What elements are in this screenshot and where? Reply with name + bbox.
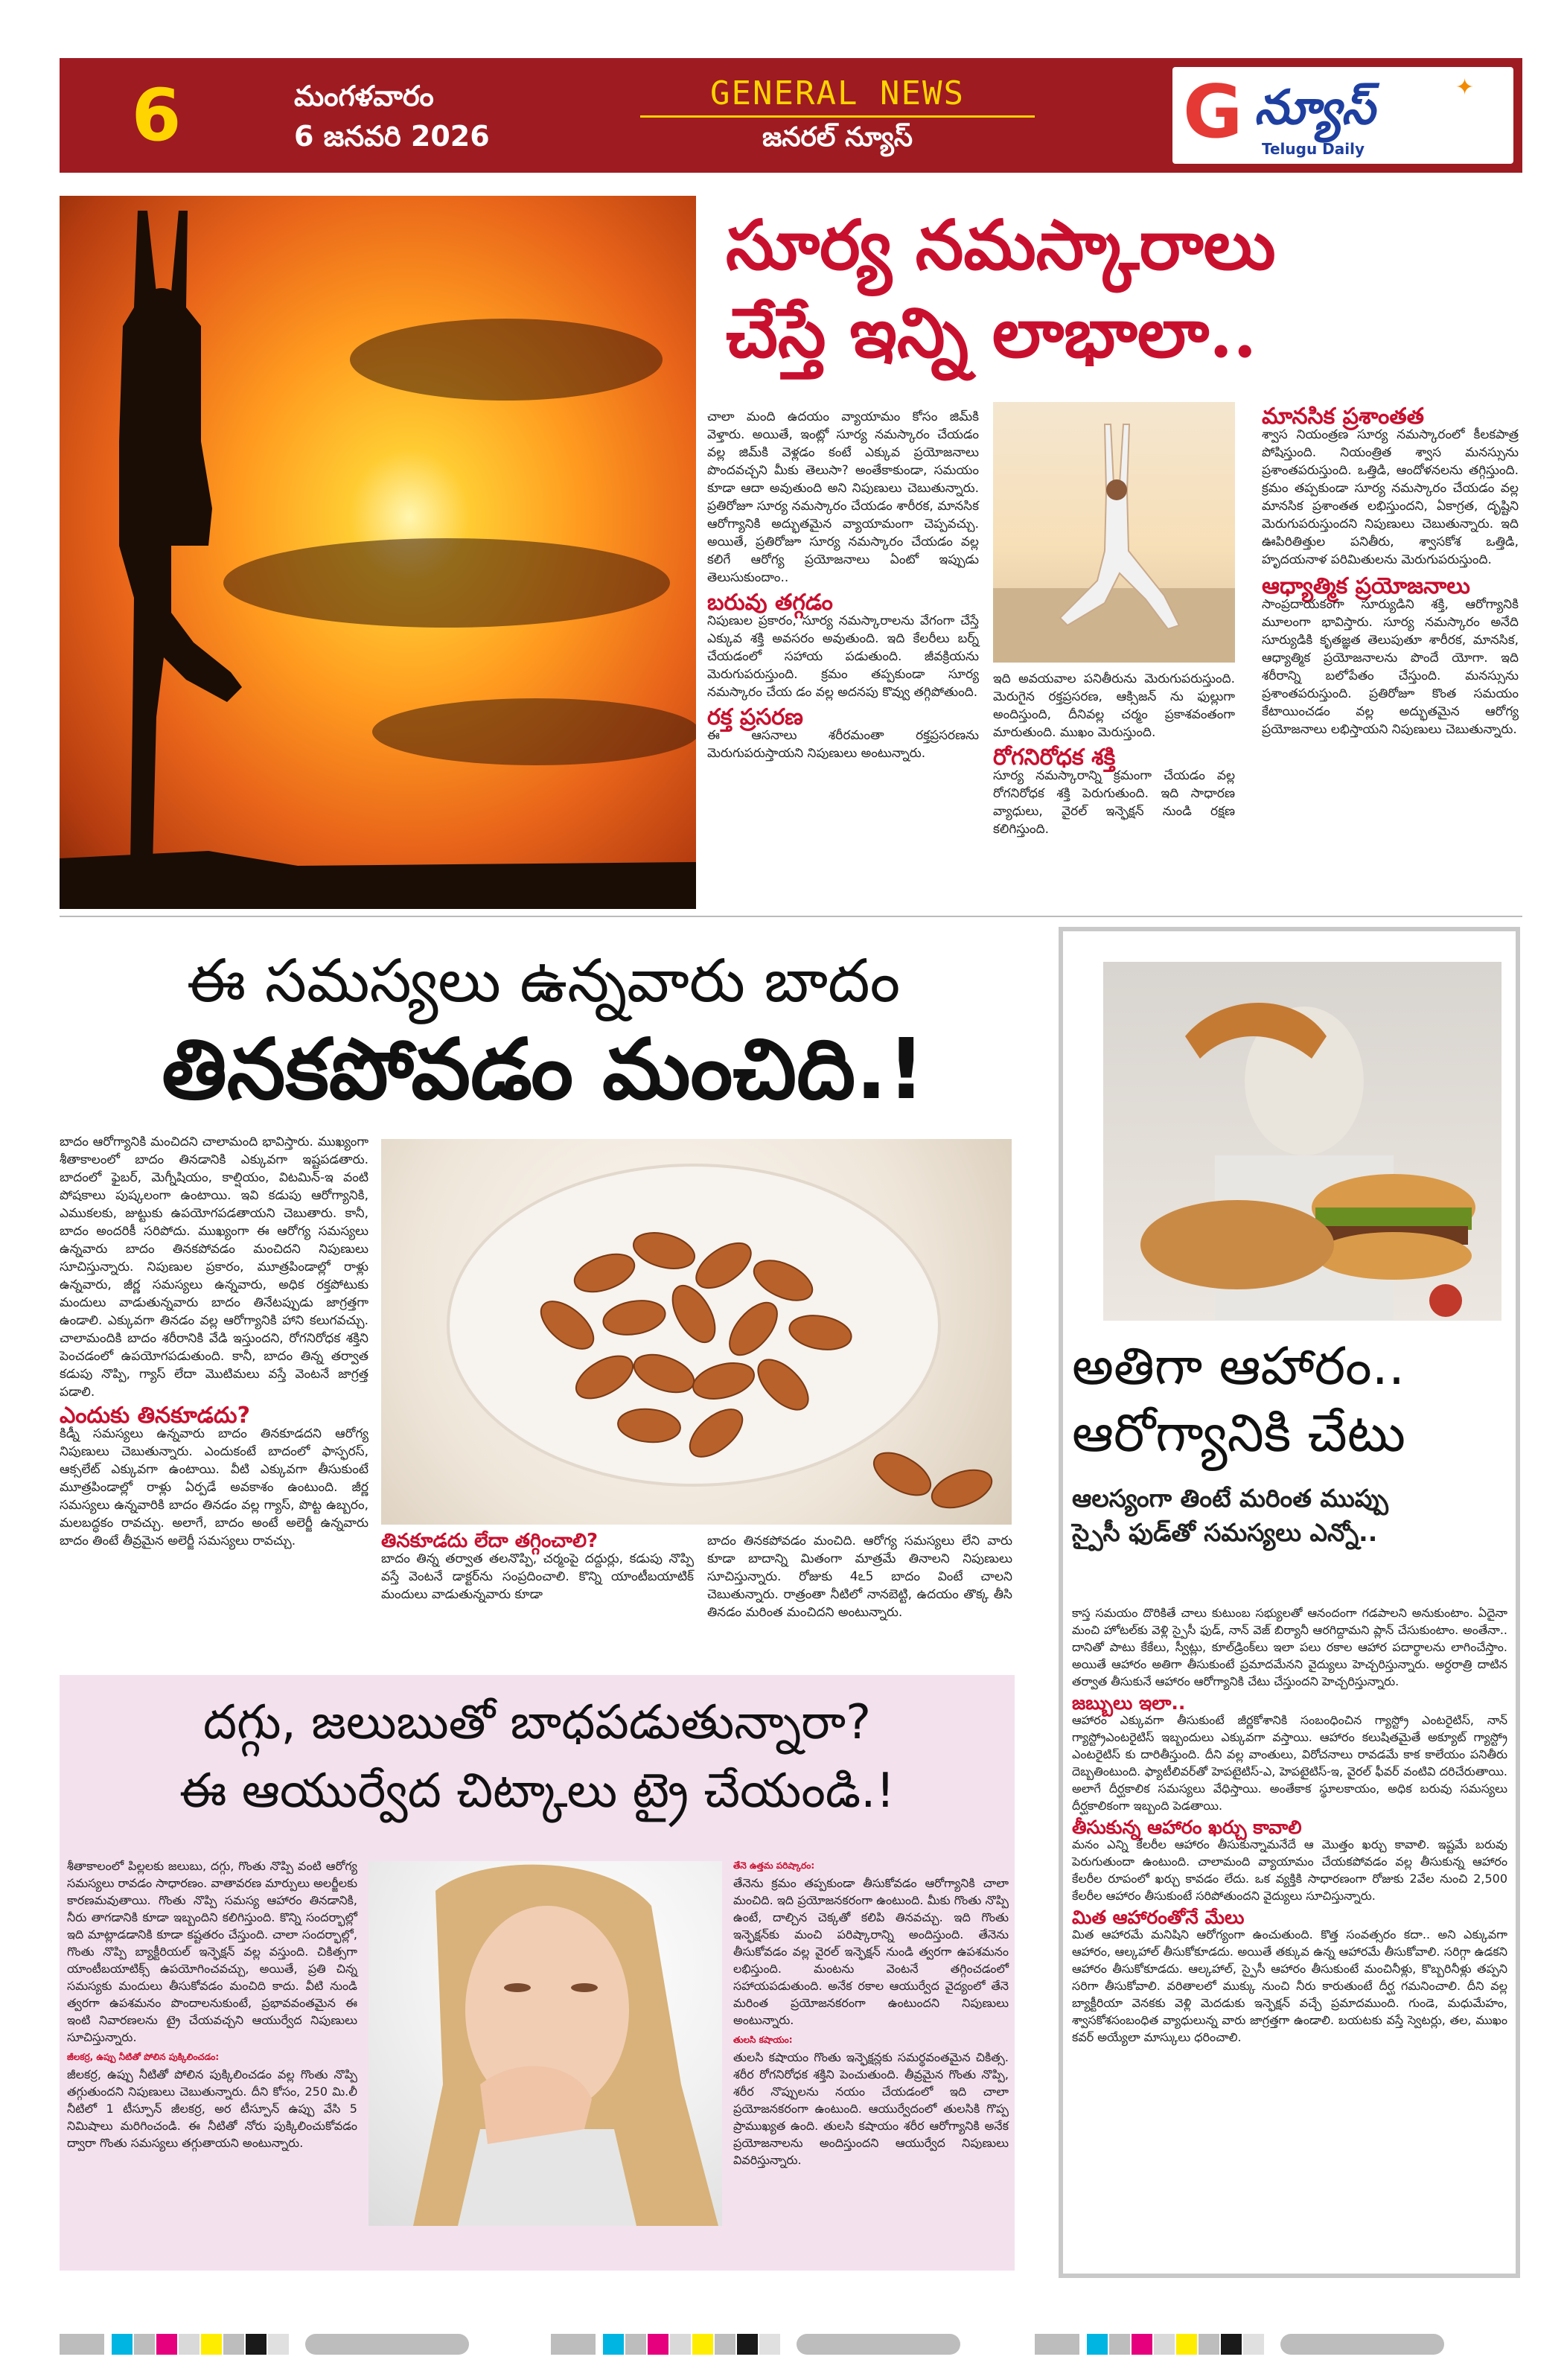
masthead-day: మంగళవారం [294, 80, 434, 112]
coughing-woman-icon [368, 1861, 722, 2226]
burger-icon [1103, 962, 1501, 1321]
article4-sub-cumin: జీలకర్ర, ఉప్పు నీటితో పోలిన పుక్కిలించడం: [67, 2052, 220, 2062]
masthead-date: 6 జనవరి 2026 [294, 120, 490, 153]
article1-headline-line1: సూర్య నమస్కారాలు [726, 205, 1276, 285]
article1-sub-circulation: రక్త ప్రసరణ [707, 704, 803, 730]
almonds-icon [381, 1139, 1012, 1525]
masthead [60, 58, 1522, 173]
section-title [640, 74, 1035, 159]
article1-text-circulation: ఈ ఆసనాలు శరీరమంతా రక్తప్రసరణను మెరుగుపరుస్తాయని నిపుణులు అంటున్నారు. [707, 728, 979, 761]
almonds-bowl-photo [381, 1139, 1012, 1525]
article2-col1 [60, 1133, 368, 1550]
masthead-date-block [294, 76, 490, 156]
article3-sub-calories: తీసుకున్న ఆహారం ఖర్చు కావాలి [1072, 1816, 1302, 1838]
article3-headline-line1: అతిగా ఆహారం.. [1072, 1336, 1405, 1397]
fast-food-photo [1103, 962, 1501, 1321]
registration-bars-icon [60, 2334, 1522, 2355]
section-title-te: జనరల్ న్యూస్ [762, 122, 913, 153]
article2-text-intro: బాదం ఆరోగ్యానికి మంచిదని చాలామంది భావిస్తారు. ముఖ్యంగా శీతాకాలంలో బాదం తినడానికి ఎక్కువగా ఇష్టపడతారు. బాదంలో ఫైబర్, మెగ్నీషియం, కాల్షియం, విటమిన్-ఇ వంటి పోషకాలు పుష్కలంగా ఉంటాయి. ఇవి కడుపు ఆరోగ్యానికి, ఎముకలకు, జుట్టుకు ఉపయోగపడతాయని చెబుతారు. కానీ, బాదం అందరికీ సరిపోదు. ముఖ్యంగా ఈ ఆరోగ్య సమస్యలు ఉన్నవారు బాదం తినకపోవడం మంచిదని నిపుణులు సూచిస్తున్నారు. నిపుణుల ప్రకారం, మూత్రపిండాల్లో రాళ్లు ఉన్నవారు, జీర్ణ సమస్యలు ఉన్నవారు, అధిక రక్తపోటుకు మందులు వాడుతున్నవారు బాదం తినేటప్పుడు జాగ్రత్తగా ఉండాలి. ఎక్కువగా తినడం వల్ల ఆరోగ్యానికి హాని కలుగవచ్చు. చాలామందికి బాదం శరీరానికి వేడి ఇస్తుందని, రోగనిరోధక శక్తిని పెంచడంలో ఉపయోగపడుతుంది. కానీ, బాదం తిన్న తర్వాత కడుపు నొప్పి, గ్యాస్ లేదా మొటిమలు వస్తే వెంటనే జాగ్రత్త పడాలి. [60, 1135, 368, 1400]
article4-col2 [733, 1857, 1009, 2169]
article1-col2 [993, 670, 1235, 838]
article3-text-diseases: ఆహారం ఎక్కువగా తీసుకుంటే జీర్ణకోశానికి సంబంధించిన గ్యాస్ట్రో ఎంటరైటిస్, నాన్ గ్యాస్ట్రోఎంటరైటిస్ ఇబ్బందులు ఎక్కువగా వస్తాయి. ఆహారం కలుషితమైతే అక్యూట్ గ్యాస్ట్రో ఎంటరైటిస్ కు దారితీస్తుంది. దీని వల్ల వాంతులు, విరోచనాలు రావడమే కాక కాలేయం పనితీరు దెబ్బతింటుంది. ఫ్యాటీలివర్‌తో హెపటైటిస్-ఎ, హెపటైటిస్-ఇ, వైరల్ ఫీవర్ వంటివి దరిచేరుతాయి. అలాగే దీర్ఘకాలిక సమస్యలు వేధిస్తాయి. అంతేకాక స్థూలకాయం, అధిక బరువు సమస్యలు దీర్ఘకాలికంగా ఇబ్బంది పెడతాయి. [1072, 1713, 1507, 1813]
article2-col3 [707, 1532, 1012, 1621]
article1-headline [726, 201, 1515, 377]
logo-text: న్యూస్ [1254, 80, 1375, 135]
article2-text-avoid: బాదం తిన్న తర్వాత తలనొప్పి, చర్మంపై దద్దుర్లు, కడుపు నొప్పి వస్తే వెంటనే డాక్టర్‌ను సంప్రదించాలి. కొన్ని యాంటీబయాటిక్ మందులు వాడుతున్నవారు కూడా [381, 1551, 694, 1602]
article3-sub-moderation: మిత ఆహారంతోనే మేలు [1072, 1907, 1245, 1928]
article1-headline-line2: చేస్తే ఇన్ని లాభాలా.. [726, 293, 1257, 373]
article1-col3 [1262, 403, 1519, 738]
article4-sub-honey: తేనె ఉత్తమ పరిష్కారం: [733, 1860, 815, 1871]
article4-col1 [67, 1857, 357, 2151]
article2-sub-why: ఎందుకు తినకూడదు? [60, 1403, 250, 1429]
article4-text-honey: తేనెను క్రమం తప్పకుండా తీసుకోవడం ఆరోగ్యానికి చాలా మంచిది. ఇది ప్రయోజనకరంగా ఉంటుంది. మీకు గొంతు నొప్పి ఉంటే, దాల్చిన చెక్కతో కలిపి తినవచ్చు. ఇది గొంతు ఇన్ఫెక్షన్‌కు మంచి పరిష్కారాన్ని అందిస్తుంది. తేనెను తీసుకోవడం వల్ల వైరల్ ఇన్ఫెక్షన్ నుండి త్వరగా ఉపశమనం లభిస్తుంది. మంటను వెంటనే తగ్గించడంలో సహాయపడుతుంది. అనేక రకాల ఆయుర్వేద వైద్యంలో తేనె మరింత ప్రయోజనకరంగా ఉంటుందని నిపుణులు అంటున్నారు. [733, 1876, 1009, 2027]
article2-headline-line2: తినకపోవడం మంచిది.! [162, 1021, 925, 1118]
logo-star-icon: ✦ [1455, 74, 1475, 101]
article3-text-moderation: మిత ఆహారమే మనిషిని ఆరోగ్యంగా ఉంచుతుంది. కొత్త సంవత్సరం కదా.. అని ఎక్కువగా ఆహారం, ఆల్కహాల్ తీసుకోకూడదు. అయితే తక్కువ ఉన్న ఆహారమే తీసుకోవాలి. సరిగ్గా ఉడకని ఆహారం తీసుకోకూడదు. ఆల్కహాల్, స్పైసీ ఆహారం తీసుకుంటే మంచినీళ్లు, కొబ్బరినీళ్లు తప్పని సరిగా తీసుకోవాలి. వరితాలలో ముక్కు నుంచి నీరు కారుతుంటే దీర్ఘ గమనించాలి. దీని వల్ల బ్యాక్టీరియా వెనకకు వెళ్లి మెదడుకు ఇన్ఫెక్షన్ వచ్చే ప్రమాదముంది. గుండె, మధుమేహం, శ్వాసకోశసంబంధిత వ్యాధులున్న వారు జాగ్రత్తగా ఉండాలి. బయటకు వస్తే స్వెటర్లు, తల, ముఖం కవర్ అయ్యేలా మాస్కులు ధరించాలి. [1072, 1927, 1507, 2044]
article1-sub-immunity: రోగనిరోధక శక్తి [993, 744, 1116, 771]
yoga-silhouette-icon [60, 196, 696, 909]
article3-headline [1072, 1333, 1511, 1550]
article3-body [1072, 1604, 1507, 2046]
article2-col2 [381, 1532, 694, 1604]
logo-letter: G [1183, 70, 1243, 155]
divider [60, 916, 1522, 917]
article4-headline-line1: దగ్గు, జలుబుతో బాధపడుతున్నారా? [202, 1695, 872, 1750]
yoga-pose-photo [993, 402, 1235, 663]
article1-text-mid: ఇది అవయవాల పనితీరును మెరుగుపరుస్తుంది. మెరుగైన రక్తప్రసరణ, ఆక్సిజన్ ను ఫుల్లుగా అందిస్తుంది, దీనివల్ల చర్మం ప్రకాశవంతంగా మారుతుంది. ముఖం మెరుస్తుంది. [993, 671, 1235, 740]
article4-text-intro: శీతాకాలంలో పిల్లలకు జలుబు, దగ్గు, గొంతు నొప్పి వంటి ఆరోగ్య సమస్యలు రావడం సాధారణం. వాతావరణ మార్పులు అలర్జీలకు కారణమవుతాయి. గొంతు నొప్పి సమస్య ఆహారం తినడానికి, నీరు తాగడానికి కూడా ఇబ్బందిని కలిగిస్తుంది. కొన్ని సందర్భాల్లో ఇది మాట్లాడడానికి కూడా కష్టతరం చేస్తుంది. చాలా సందర్భాల్లో, గొంతు నొప్పి బ్యాక్టీరియల్ ఇన్ఫెక్షన్ వల్ల వస్తుంది. చికిత్సగా యాంటీబయాటిక్స్ ఉపయోగించవచ్చు, అయితే, ప్రతి చిన్న సమస్యకు మందులు తీసుకోవడం మంచిది కాదు. వీటి నుండి త్వరగా ఉపశమనం పొందాలనుకుంటే, ప్రభావవంతమైన ఈ ఇంటి నివారణలను ట్రై చేయవచ్చని ఆయుర్వేద నిపుణులు సూచిస్తున్నారు. [67, 1859, 357, 2044]
article2-sub-avoid: తినకూడదు లేదా తగ్గించాలి? [381, 1530, 599, 1552]
article3-sub-diseases: జబ్బులు ఇలా.. [1072, 1692, 1186, 1714]
article4-sub-tulsi: తులసి కషాయం: [733, 2035, 793, 2045]
article1-text-mental: శ్వాస నియంత్రణ సూర్య నమస్కారంలో కీలకపాత్ర పోషిస్తుంది. నియంత్రిత శ్వాస మనస్సును ప్రశాంతపరుస్తుంది. ఒత్తిడి, ఆందోళనలను తగ్గిస్తుంది. క్రమం తప్పకుండా సూర్య నమస్కారం చేయడం వల్ల మానసిక ప్రశాంతత లభిస్తుందని, ఏకాగ్రత, దృష్టిని మెరుగుపరుస్తుందని నిపుణులు చెబుతున్నారు. ఇది ఊపిరితిత్తుల పనితీరు, శ్వాసకోశ ఒత్తిడి, హృదయనాళ పరిమితులను మెరుగుపరుస్తుంది. [1262, 427, 1519, 567]
article1-col1 [707, 408, 979, 762]
logo-subtitle: Telugu Daily [1262, 140, 1365, 158]
article3-text-calories: మనం ఎన్ని కేలరీల ఆహారం తీసుకున్నామనేదే ఆ మొత్తం ఖర్చు కావాలి. ఇష్టమే బరువు పెరుగుతుందా ఉంటుంది. చాలామంది వ్యాయామం చేయకపోవడం వల్ల తీసుకున్న ఆహారం కేలరీల రూపంలో ఖర్చు కావడం లేదు. ఒక వ్యక్తికి సాధారణంగా రోజుకు 2వేల నుంచి 2,500 కేలరీల ఆహారం తీసుకుంటే సరిపోతుందని వైద్యులు సూచిస్తున్నారు. [1072, 1837, 1507, 1903]
print-color-bars [60, 2334, 1522, 2355]
article4-text-cumin: జీలకర్ర, ఉప్పు నీటితో పోలిన పుక్కిలించడం వల్ల గొంతు నొప్పి తగ్గుతుందని నిపుణులు చెబుతున్నారు. దీని కోసం, 250 మి.లీ నీటిలో 1 టీస్పూన్ జీలకర్ర, అర టీస్పూన్ ఉప్పు వేసి 5 నిమిషాలు మరిగించండి. ఈ నీటితో నోరు పుక్కిలించుకోవడం ద్వారా గొంతు సమస్యలు తగ్గుతాయని అంటున్నారు. [67, 2067, 357, 2150]
article3-headline-line2: ఆరోగ్యానికి చేటు [1072, 1403, 1405, 1464]
yoga-woman-icon [993, 402, 1235, 663]
article1-text-spiritual: సాంప్రదాయకంగా సూర్యుడిని శక్తి, ఆరోగ్యానికి మూలంగా భావిస్తారు. సూర్య నమస్కారం అనేది సూర్యుడికి కృతజ్ఞత తెలుపుతూ శారీరక, మానసిక, ఆధ్యాత్మిక ప్రయోజనాలను పొందే యోగా. ఇది శరీరాన్ని బలోపేతం చేస్తుంది. మనస్సును ప్రశాంతపరుస్తుంది. ప్రతిరోజూ కొంత సమయం కేటాయించడం వల్ల అద్భుతమైన ఆరోగ్య ప్రయోజనాలు లభిస్తాయని నిపుణులు చెబుతున్నారు. [1262, 597, 1519, 737]
coughing-woman-photo [368, 1861, 722, 2226]
article1-text-weightloss: నిపుణుల ప్రకారం, సూర్య నమస్కారాలను వేగంగా చేస్తే ఎక్కువ శక్తి అవసరం అవుతుంది. ఇది కేలరీలు బర్న్ చేయడంలో సహాయ పడుతుంది. జీవక్రియను మెరుగుపరుస్తుంది. క్రమం తప్పకుండా సూర్య నమస్కారం చేయ డం వల్ల అదనపు కొవ్వు తగ్గిపోతుంది. [707, 613, 979, 700]
sunset-yoga-photo [60, 196, 696, 909]
article2-text-why: కిడ్నీ సమస్యలు ఉన్నవారు బాదం తినకూడదని ఆరోగ్య నిపుణులు చెబుతున్నారు. ఎందుకంటే బాదంలో ఫాస్ఫరస్, ఆక్సలేట్ ఎక్కువగా ఉంటాయి. వీటి ఎక్కువగా తీసుకుంటే మూత్రపిండాల్లో రాళ్లు ఏర్పడే అవకాశం ఉంటుంది. జీర్ణ సమస్యలు ఉన్నవారికి బాదం తినడం వల్ల గ్యాస్, పొట్ట ఉబ్బరం, మలబద్ధకం రావచ్చు. అలాగే, బాదం అంటే అలెర్జీ ఉన్నవారు బాదం తింటే తీవ్రమైన అలెర్జీ సమస్యలు రావచ్చు. [60, 1426, 368, 1548]
article1-text-immunity: సూర్య నమస్కారాన్ని క్రమంగా చేయడం వల్ల రోగనిరోధక శక్తి పెరుగుతుంది. ఇది సాధారణ వ్యాధులు, వైరల్ ఇన్ఫెక్షన్ నుండి రక్షణ కలిగిస్తుంది. [993, 768, 1235, 837]
article2-headline-line1: ఈ సమస్యలు ఉన్నవారు బాదం [186, 946, 901, 1015]
article1-sub-weightloss: బరువు తగ్గడం [707, 590, 833, 616]
article3-text-intro: కాస్త సమయం దొరికితే చాలు కుటుంబ సభ్యులతో ఆనందంగా గడపాలని అనుకుంటాం. ఏదైనా మంచి హోటల్‌కు వెళ్లి స్పైసీ ఫుడ్, నాన్ వెజ్ బిర్యానీ ఆరగిద్దామని ప్లాన్ చేసుకుంటాం. అంతేనా.. దానితో పాటు కేకేలు, స్వీట్లు, కూల్‌డ్రింక్‌లు ఇలా పలు రకాల ఆహార పదార్థాలను లాగించేస్తాం. అయితే ఆహారం అతిగా తీసుకుంటే ప్రమాదమేనని వైద్యులు హెచ్చరిస్తున్నారు. అర్ధరాత్రి దాటిన తర్వాత తీసుకునే ఆహారం ఆరోగ్యానికి చేటు చేస్తుందని హెచ్చరిస్తున్నారు. [1072, 1606, 1507, 1688]
article4-text-tulsi: తులసి కషాయం గొంతు ఇన్ఫెక్షన్లకు సమర్థవంతమైన చికిత్స. శరీర రోగనిరోధక శక్తిని పెంచుతుంది. తీవ్రమైన గొంతు నొప్పి, శరీర నొప్పులను నయం చేయడంలో ఇది చాలా ప్రయోజనకరంగా ఉంటుంది. ఆయుర్వేదంలో తులసికి గొప్ప ప్రాముఖ్యత ఉంది. తులసి కషాయం శరీర ఆరోగ్యానికి అనేక ప్రయోజనాలను అందిస్తుందని ఆయుర్వేద నిపుణులు వివరిస్తున్నారు. [733, 2050, 1009, 2167]
section-title-en: GENERAL NEWS [640, 74, 1035, 118]
article4-headline [60, 1688, 1015, 1825]
page-number: 6 [131, 74, 182, 157]
article2-text-end: బాదం తినకపోవడం మంచిది. ఆరోగ్య సమస్యలు లేని వారు కూడా బాదాన్ని మితంగా మాత్రమే తినాలని నిపుణులు సూచిస్తున్నారు. రోజుకు 4ఽ5 బాదం వింటే చాలని చెబుతున్నారు. రాత్రంతా నీటిలో నానబెట్టి, ఉదయం తొక్క తీసి తినడం మరింత మంచిదని అంటున్నారు. [707, 1534, 1012, 1620]
newspaper-logo [1172, 67, 1513, 164]
article1-intro: చాలా మంది ఉదయం వ్యాయామం కోసం జిమ్‌కి వెళ్తారు. అయితే, ఇంట్లో సూర్య నమస్కారం చేయడం వల్ల జిమ్‌కి వెళ్లడం కంటే ఎక్కువ ప్రయోజనాలు పొందవచ్చని మీకు తెలుసా? అంతేకాకుండా, సమయం కూడా ఆదా అవుతుంది అని నిపుణులు చెబుతున్నారు. ప్రతిరోజూ సూర్య నమస్కారం చేయడం శారీరక, మానసిక ఆరోగ్యానికి అద్భుతమైన వ్యాయామంగా చెప్పవచ్చు. అయితే, ప్రతిరోజూ సూర్య నమస్కారం చేయడం వల్ల కలిగే ఆరోగ్య ప్రయోజనాలు ఏంటో ఇప్పుడు తెలుసుకుందాం.. [707, 409, 979, 585]
article2-headline [60, 942, 1027, 1120]
article1-sub-mental: మానసిక ప్రశాంతత [1262, 403, 1425, 430]
article4-headline-line2: ఈ ఆయుర్వేద చిట్కాలు ట్రై చేయండి.! [179, 1764, 896, 1819]
article1-sub-spiritual: ఆధ్యాత్మిక ప్రయోజనాలు [1262, 573, 1470, 599]
article3-deck-line1: ఆలస్యంగా తింటే మరింత ముప్పు [1072, 1484, 1388, 1513]
article3-deck-line2: స్పైసీ ఫుడ్‌తో సమస్యలు ఎన్నో.. [1072, 1518, 1378, 1547]
